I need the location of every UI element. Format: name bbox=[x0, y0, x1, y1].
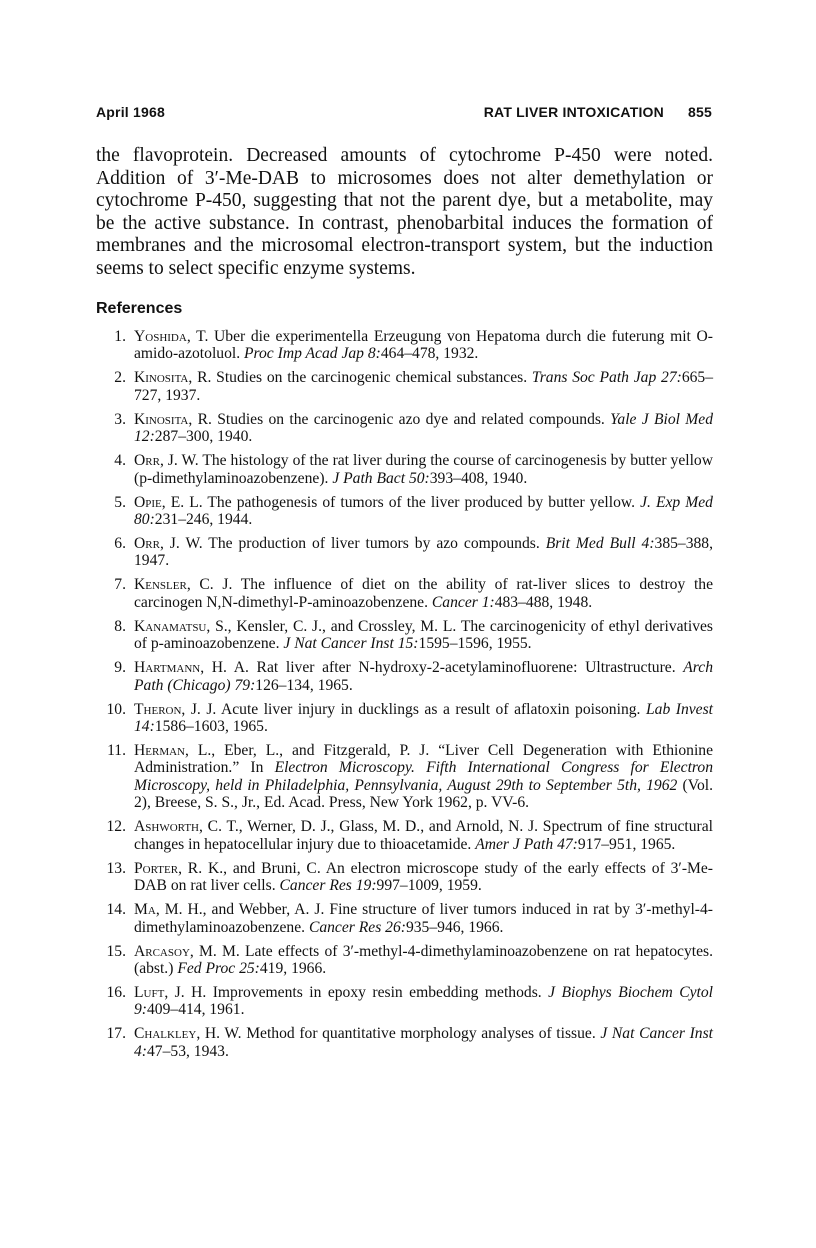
reference-number: 15. bbox=[106, 942, 126, 960]
reference-text: , J. W. The histology of the rat liver during the course of carcinogenesis by butter yellow (p-dimethylaminoazobenzene). bbox=[134, 452, 713, 487]
reference-first-author: Kanamatsu bbox=[134, 617, 207, 635]
reference-citation bbox=[134, 818, 713, 853]
reference-citation bbox=[134, 659, 713, 694]
reference-first-author: Theron bbox=[134, 700, 182, 718]
reference-pages-year: 1595–1596, 1955. bbox=[418, 635, 532, 653]
reference-citation bbox=[134, 411, 713, 446]
reference-journal: Yale J Biol Med 12: bbox=[134, 410, 714, 446]
reference-item bbox=[96, 1025, 713, 1060]
reference-number: 17. bbox=[106, 1025, 126, 1043]
reference-citation bbox=[134, 618, 713, 653]
reference-number: 13. bbox=[106, 859, 126, 877]
reference-journal: J Biophys Biochem Cytol 9: bbox=[134, 983, 713, 1019]
reference-text: , J. J. Acute liver injury in ducklings as a result of aflatoxin poisoning. bbox=[181, 700, 646, 718]
reference-number: 16. bbox=[106, 983, 126, 1001]
reference-pages-year: 464–478, 1932. bbox=[380, 345, 479, 363]
reference-item bbox=[96, 618, 713, 653]
reference-pages-year: 483–488, 1948. bbox=[494, 593, 593, 611]
reference-journal: Fed Proc 25: bbox=[177, 959, 260, 977]
reference-text: , J. H. Improvements in epoxy resin embedding methods. bbox=[164, 983, 549, 1001]
reference-citation bbox=[134, 494, 713, 529]
reference-text: , R. Studies on the carcinogenic chemical substances. bbox=[188, 369, 532, 387]
reference-journal: Amer J Path 47: bbox=[475, 835, 578, 853]
reference-pages-year: 287–300, 1940. bbox=[154, 428, 253, 446]
reference-item bbox=[96, 369, 713, 404]
reference-number: 12. bbox=[106, 818, 126, 836]
reference-pages-year: 419, 1966. bbox=[259, 959, 327, 977]
reference-journal: Electron Microscopy. Fifth International Congress for Electron Microscopy, held in Philadelphia, Pennsylvania, August 29th to September 5th, 1962 bbox=[134, 759, 713, 794]
reference-pages-year: 231–246, 1944. bbox=[154, 511, 253, 529]
reference-journal: Cancer Res 19: bbox=[279, 877, 377, 895]
reference-first-author: Kinosita bbox=[134, 369, 189, 387]
reference-item bbox=[96, 494, 713, 529]
reference-pages-year: 665–727, 1937. bbox=[134, 369, 713, 404]
reference-pages-year: 409–414, 1961. bbox=[147, 1001, 245, 1019]
reference-item bbox=[96, 901, 713, 936]
reference-journal: Proc Imp Acad Jap 8: bbox=[244, 345, 381, 363]
reference-number: 2. bbox=[114, 369, 126, 387]
reference-citation bbox=[134, 701, 713, 736]
reference-text: , H. A. Rat liver after N-hydroxy-2-acetylaminofluorene: Ultrastructure. bbox=[200, 659, 684, 677]
reference-first-author: Ashworth bbox=[134, 818, 199, 836]
references-heading: References bbox=[96, 300, 183, 317]
reference-item bbox=[96, 818, 713, 853]
reference-citation bbox=[134, 369, 713, 404]
reference-pages-year: 917–951, 1965. bbox=[577, 835, 676, 853]
reference-item bbox=[96, 984, 713, 1019]
reference-journal: Cancer 1: bbox=[431, 593, 495, 611]
reference-item bbox=[96, 452, 713, 487]
reference-text: , C. T., Werner, D. J., Glass, M. D., and Arnold, N. J. Spectrum of fine structural changes in hepatocellular injury due to thioacetamide. bbox=[134, 818, 713, 853]
reference-first-author: Arcasoy bbox=[134, 942, 190, 960]
reference-number: 14. bbox=[106, 901, 126, 919]
reference-number: 4. bbox=[114, 452, 126, 470]
reference-text: , L., Eber, L., and Fitzgerald, P. J. “Liver Cell Degeneration with Ethionine Administration.” In bbox=[134, 742, 713, 777]
reference-text: , R. Studies on the carcinogenic azo dye and related compounds. bbox=[188, 410, 611, 428]
reference-item bbox=[96, 328, 713, 363]
reference-text: , S., Kensler, C. J., and Crossley, M. L. The carcinogenicity of ethyl derivatives of p-aminoazobenzene. bbox=[134, 617, 713, 653]
header-right bbox=[464, 104, 712, 120]
reference-first-author: Orr bbox=[134, 452, 160, 470]
reference-item bbox=[96, 860, 713, 895]
reference-first-author: Chalkley bbox=[134, 1025, 197, 1043]
reference-number: 6. bbox=[114, 535, 126, 553]
reference-pages-year: 385–388, 1947. bbox=[134, 535, 713, 570]
reference-pages-year: 1586–1603, 1965. bbox=[154, 718, 268, 736]
reference-item bbox=[96, 742, 713, 812]
reference-citation bbox=[134, 452, 713, 487]
reference-list bbox=[96, 328, 713, 1067]
running-head bbox=[96, 104, 712, 120]
reference-number: 8. bbox=[114, 617, 126, 635]
header-title: RAT LIVER INTOXICATION bbox=[483, 104, 664, 120]
reference-citation bbox=[134, 984, 713, 1019]
reference-journal: J Nat Cancer Inst 15: bbox=[283, 635, 419, 653]
reference-citation bbox=[134, 1025, 713, 1060]
reference-journal: Lab Invest 14: bbox=[134, 700, 713, 736]
reference-journal: Brit Med Bull 4: bbox=[545, 535, 655, 553]
reference-item bbox=[96, 701, 713, 736]
reference-pages-year: 935–946, 1966. bbox=[405, 918, 504, 936]
reference-first-author: Porter bbox=[134, 859, 179, 877]
reference-first-author: Luft bbox=[134, 983, 165, 1001]
reference-citation bbox=[134, 860, 713, 895]
reference-item bbox=[96, 411, 713, 446]
reference-text: , H. W. Method for quantitative morphology analyses of tissue. bbox=[196, 1025, 601, 1043]
reference-text: , T. Uber die experimentella Erzeugung von Hepatoma durch die futerung mit O-amido-azotoluol. bbox=[134, 328, 713, 363]
reference-number: 11. bbox=[107, 742, 126, 760]
reference-first-author: Kensler bbox=[134, 576, 187, 594]
reference-text: , R. K., and Bruni, C. An electron microscope study of the early effects of 3′-Me-DAB on rat liver cells. bbox=[134, 859, 713, 895]
reference-first-author: Yoshida bbox=[134, 328, 187, 345]
reference-pages-year: 47–53, 1943. bbox=[147, 1042, 229, 1060]
header-date: April 1968 bbox=[96, 104, 165, 120]
reference-first-author: Hartmann bbox=[134, 659, 201, 677]
reference-item bbox=[96, 576, 713, 611]
reference-citation bbox=[134, 535, 713, 570]
reference-number: 10. bbox=[106, 700, 126, 718]
reference-first-author: Orr bbox=[134, 535, 160, 553]
reference-text: , E. L. The pathogenesis of tumors of the liver produced by butter yellow. bbox=[161, 493, 641, 511]
reference-journal: Trans Soc Path Jap 27: bbox=[531, 369, 682, 387]
reference-number: 1. bbox=[114, 328, 126, 345]
reference-item bbox=[96, 943, 713, 978]
reference-number: 9. bbox=[114, 659, 126, 677]
reference-journal: J Path Bact 50: bbox=[332, 469, 430, 487]
reference-pages-year: 393–408, 1940. bbox=[429, 469, 528, 487]
reference-item bbox=[96, 535, 713, 570]
reference-journal: J Nat Cancer Inst 4: bbox=[134, 1025, 713, 1060]
reference-text: , C. J. The influence of diet on the ability of rat-liver slices to destroy the carcinogen N,N-dimethyl-P-aminoazobenzene. bbox=[134, 576, 713, 611]
reference-citation bbox=[134, 943, 713, 978]
reference-journal: Cancer Res 26: bbox=[308, 918, 406, 936]
reference-citation bbox=[134, 576, 713, 611]
reference-citation bbox=[134, 328, 713, 363]
reference-item bbox=[96, 659, 713, 694]
reference-text: , M. M. Late effects of 3′-methyl-4-dimethylaminoazobenzene on rat hepatocytes. (abst.) bbox=[134, 942, 713, 977]
reference-number: 3. bbox=[114, 410, 126, 428]
reference-pages-year: (Vol. 2), Breese, S. S., Jr., Ed. Acad. Press, New York 1962, p. VV-6. bbox=[134, 776, 713, 812]
reference-first-author: Opie bbox=[134, 493, 162, 511]
reference-pages-year: 126–134, 1965. bbox=[255, 676, 353, 694]
reference-number: 7. bbox=[114, 576, 126, 594]
page-number: 855 bbox=[688, 104, 712, 120]
reference-text: , J. W. The production of liver tumors by azo compounds. bbox=[159, 535, 546, 553]
reference-first-author: Herman bbox=[134, 742, 185, 760]
reference-number: 5. bbox=[114, 493, 126, 511]
reference-first-author: Ma bbox=[134, 901, 156, 919]
reference-first-author: Kinosita bbox=[134, 410, 189, 428]
reference-text: , M. H., and Webber, A. J. Fine structure of liver tumors induced in rat by 3′-methyl-4-dimethylaminoazobenzene. bbox=[134, 901, 713, 936]
reference-pages-year: 997–1009, 1959. bbox=[376, 877, 482, 895]
reference-citation bbox=[134, 742, 713, 812]
reference-journal: Arch Path (Chicago) 79: bbox=[134, 659, 713, 694]
reference-citation bbox=[134, 901, 713, 936]
reference-journal: J. Exp Med 80: bbox=[134, 493, 713, 529]
body-paragraph: the flavoprotein. Decreased amounts of cytochrome P-450 were noted. Addition of 3′-Me-DAB to microsomes does not alter demethylation or cytochrome P-450, suggesting that not the parent dye, but a metabolite, may be the active substance. In contrast, phenobarbital induces the formation of membranes and the microsomal electron-transport system, but the induction seems to select specific enzyme systems. bbox=[96, 145, 713, 279]
